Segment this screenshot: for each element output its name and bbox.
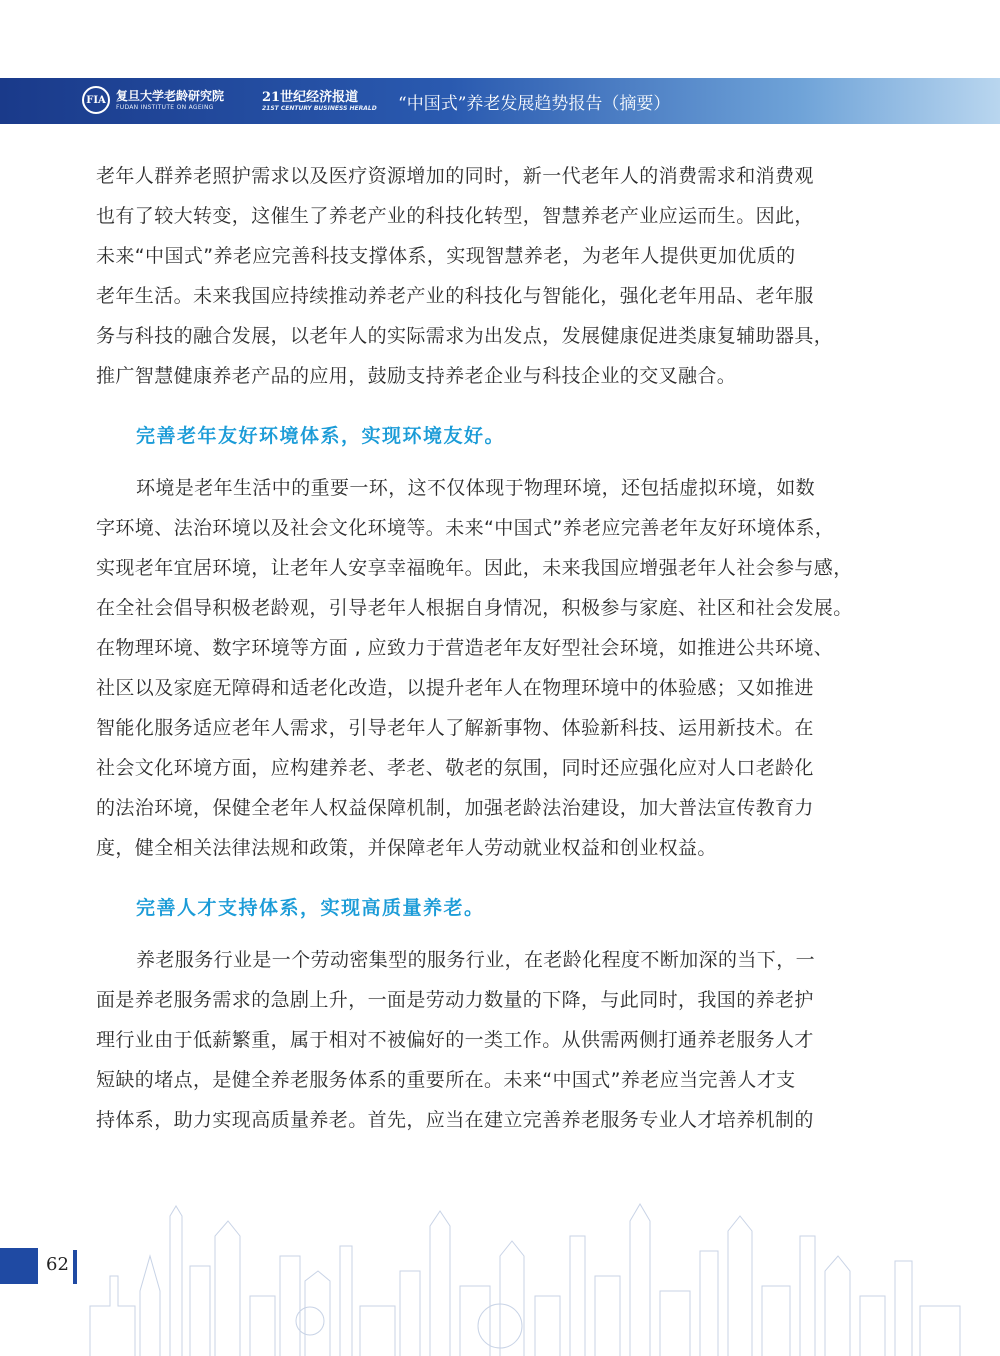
paragraph-2-line: 实现老年宜居环境，让老年人安享幸福晚年。因此，未来我国应增强老年人社会参与感， <box>96 557 853 579</box>
paragraph-2-line: 在物理环境、数字环境等方面 , 应致力于营造老年友好型社会环境，如推进公共环境、 <box>96 637 834 659</box>
paragraph-2-line: 字环境、法治环境以及社会文化环境等。未来“中国式”养老应完善老年友好环境体系， <box>96 517 835 539</box>
paragraph-2-line: 社会文化环境方面，应构建养老、孝老、敬老的氛围，同时还应强化应对人口老龄化 <box>96 757 814 779</box>
paragraph-2-line: 智能化服务适应老年人需求，引导老年人了解新事物、体验新科技、运用新技术。在 <box>96 717 814 739</box>
paragraph-2 <box>96 468 908 868</box>
section-heading-talent: 完善人才支持体系，实现高质量养老。 <box>136 897 485 919</box>
city-skyline-illustration <box>0 1196 1000 1356</box>
fudan-institute-logo-icon <box>82 86 110 114</box>
paragraph-2-line: 环境是老年生活中的重要一环，这不仅体现于物理环境，还包括虚拟环境，如数 <box>136 477 816 499</box>
report-title: “中国式”养老发展趋势报告（摘要） <box>398 94 671 114</box>
logo-text: FIA <box>86 94 106 106</box>
paragraph-1 <box>96 156 908 396</box>
page-number: 62 <box>46 1254 69 1275</box>
header-banner <box>0 78 1000 124</box>
paragraph-3-line: 养老服务行业是一个劳动密集型的服务行业，在老龄化程度不断加深的当下，一 <box>136 949 816 971</box>
institute-name-en: FUDAN INSTITUTE ON AGEING <box>116 104 214 111</box>
paragraph-3 <box>96 940 908 1140</box>
paragraph-3-line: 短缺的堵点，是健全养老服务体系的重要所在。未来“中国式”养老应当完善人才支 <box>96 1069 796 1091</box>
paragraph-2-line: 在全社会倡导积极老龄观，引导老年人根据自身情况，积极参与家庭、社区和社会发展。 <box>96 597 853 619</box>
paragraph-1-line: 老年生活。未来我国应持续推动养老产业的科技化与智能化，强化老年用品、老年服 <box>96 285 814 307</box>
paragraph-2-line: 度，健全相关法律法规和政策，并保障老年人劳动就业权益和创业权益。 <box>96 837 717 859</box>
paragraph-1-line: 老年人群养老照护需求以及医疗资源增加的同时，新一代老年人的消费需求和消费观 <box>96 165 814 187</box>
paragraph-3-line: 理行业由于低薪繁重，属于相对不被偏好的一类工作。从供需两侧打通养老服务人才 <box>96 1029 814 1051</box>
article-body <box>96 156 908 1140</box>
paragraph-1-line: 推广智慧健康养老产品的应用，鼓励支持养老企业与科技企业的交叉融合。 <box>96 365 737 387</box>
paragraph-1-line: 也有了较大转变，这催生了养老产业的科技化转型，智慧养老产业应运而生。因此， <box>96 205 814 227</box>
paragraph-2-line: 社区以及家庭无障碍和适老化改造，以提升老年人在物理环境中的体验感；又如推进 <box>96 677 814 699</box>
paragraph-1-line: 务与科技的融合发展，以老年人的实际需求为出发点，发展健康促进类康复辅助器具， <box>96 325 834 347</box>
paragraph-3-line: 持体系，助力实现高质量养老。首先，应当在建立完善养老服务专业人才培养机制的 <box>96 1109 814 1131</box>
newspaper-name-cn: 21世纪经济报道 <box>262 90 359 105</box>
paragraph-1-line: 未来“中国式”养老应完善科技支撑体系，实现智慧养老，为老年人提供更加优质的 <box>96 245 796 267</box>
paragraph-2-line: 的法治环境，保健全老年人权益保障机制，加强老龄法治建设，加大普法宣传教育力 <box>96 797 814 819</box>
paragraph-3-line: 面是养老服务需求的急剧上升，一面是劳动力数量的下降，与此同时，我国的养老护 <box>96 989 814 1011</box>
page-number-tab <box>0 1248 38 1284</box>
page-number-divider <box>73 1250 77 1284</box>
institute-name-cn: 复旦大学老龄研究院 <box>116 89 225 103</box>
section-heading-environment: 完善老年友好环境体系，实现环境友好。 <box>136 425 506 447</box>
newspaper-name-en: 21ST CENTURY BUSINESS HERALD <box>262 105 377 112</box>
